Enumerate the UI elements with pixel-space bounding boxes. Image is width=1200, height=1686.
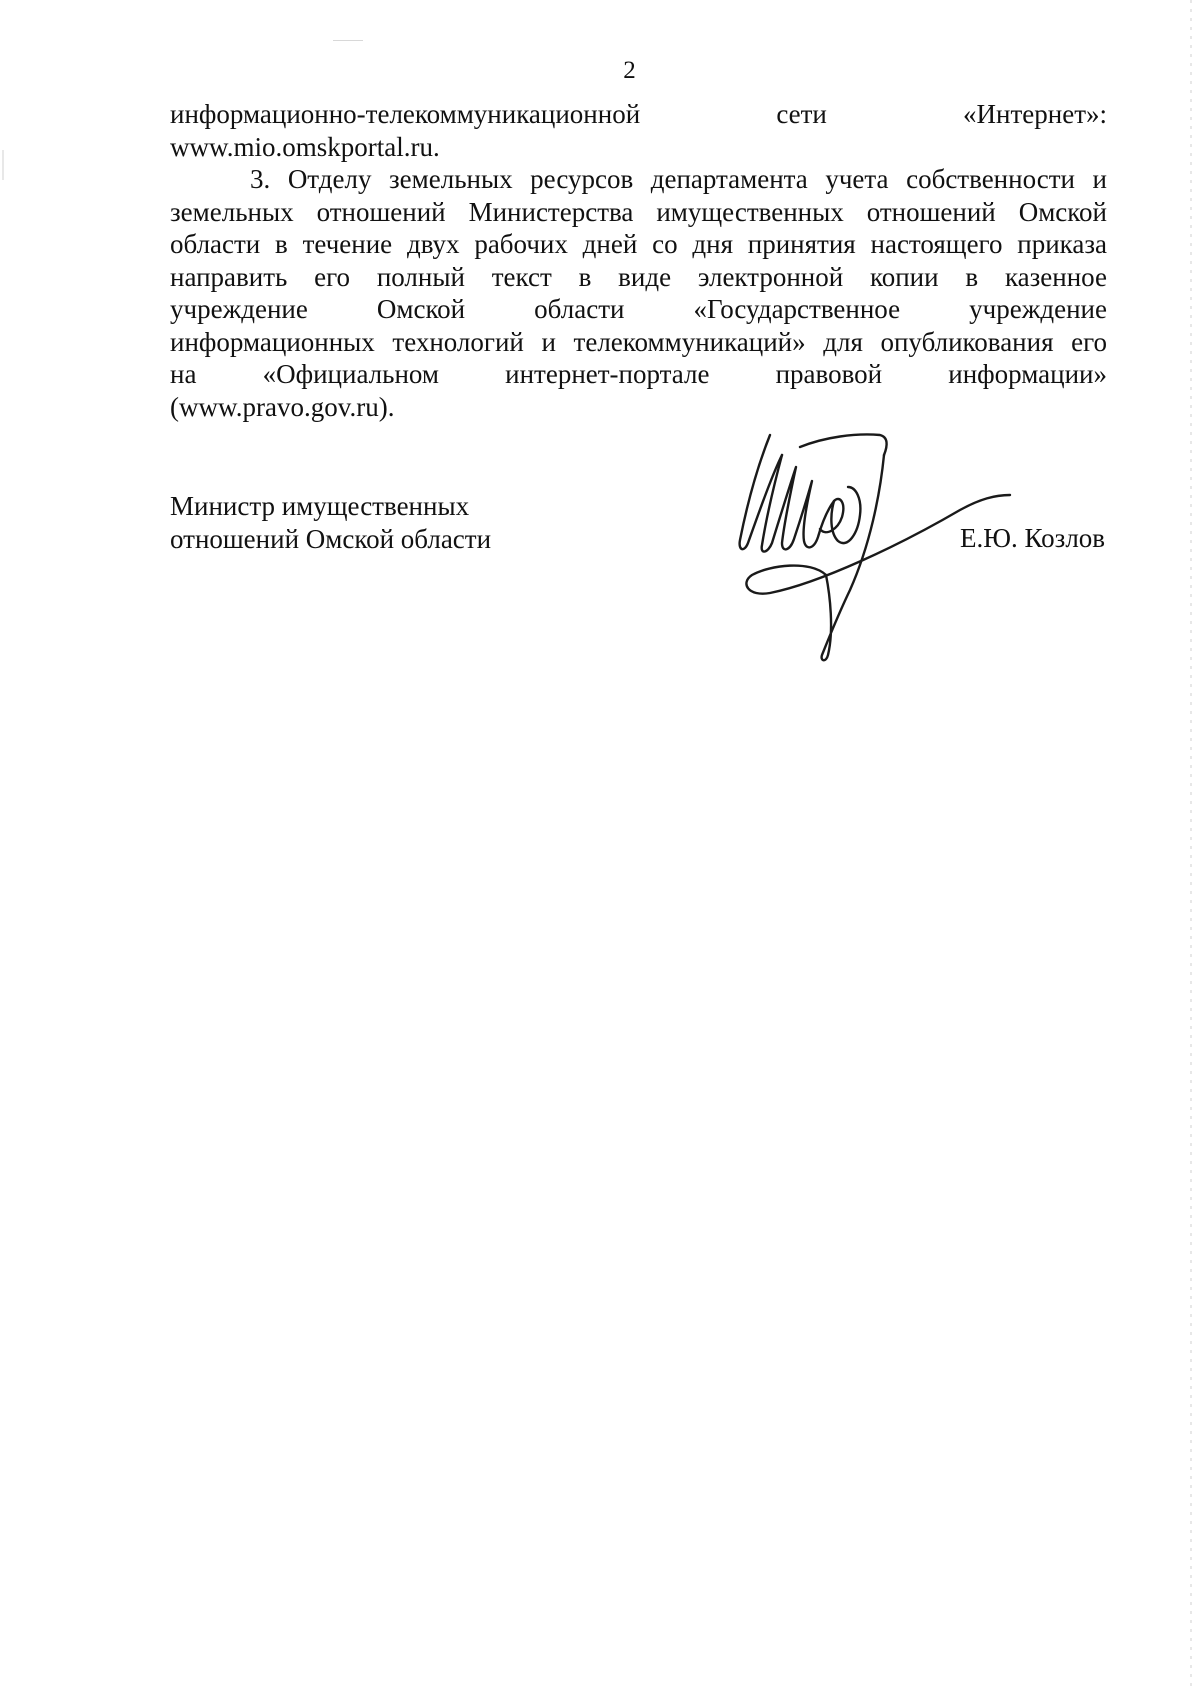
text-line: (www.pravo.gov.ru). [170,391,395,422]
text-line: информационных технологий и телекоммуникаций» для опубликования его [170,326,1107,357]
scan-edge-artifact [1190,0,1192,1686]
paragraph-continuation [170,98,1107,163]
text-line: области в течение двух рабочих дней со дня принятия настоящего приказа [170,229,1107,259]
page-number: 2 [623,57,636,84]
text-word: информационно-телекоммуникационной [170,99,641,129]
signer-position-line: Министр имущественных [170,491,470,521]
text-line [170,98,1107,131]
text-word: «Интернет»: [963,99,1107,129]
text-word: сети [776,99,827,129]
text-line: земельных отношений Министерства имущественных отношений Омской [170,196,1107,227]
signer-position-line: отношений Омской области [170,523,492,554]
scan-edge-artifact-left [2,150,4,180]
paragraph-3 [170,163,1107,423]
scan-dash-artifact [333,40,363,41]
text-line: направить его полный текст в виде электронной копии в казенное [170,261,1107,292]
signer-position [170,490,491,555]
text-line: на «Официальном интернет-портале правовой информации» [170,359,1107,389]
text-line: www.mio.omskportal.ru. [170,131,440,162]
text-line: 3. Отделу земельных ресурсов департамента учета собственности и [250,164,1107,194]
signer-name: Е.Ю. Козлов [960,523,1106,553]
text-line: учреждение Омской области «Государственное учреждение [170,294,1107,324]
